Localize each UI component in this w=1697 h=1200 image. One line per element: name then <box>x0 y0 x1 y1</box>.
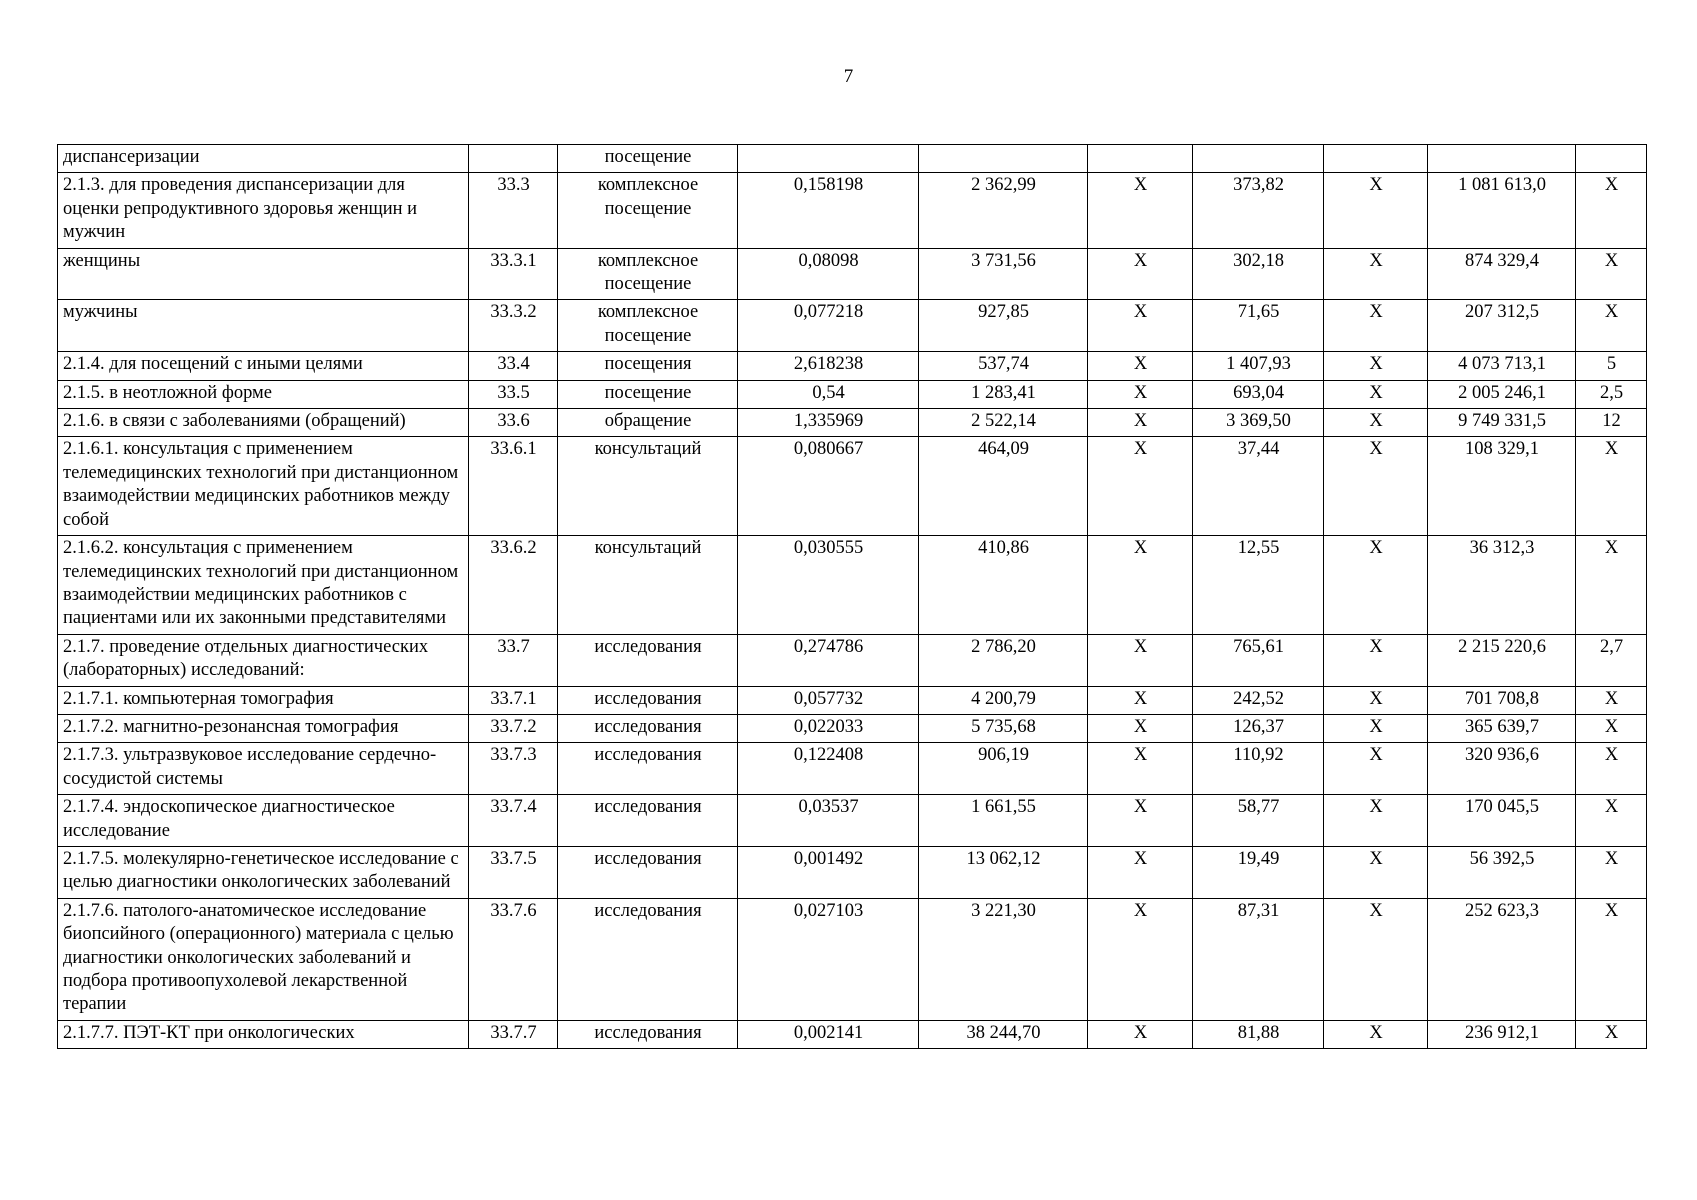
row-value-cell: 0,077218 <box>738 300 919 352</box>
row-value-cell: X <box>1324 795 1428 847</box>
row-value-cell: 110,92 <box>1193 743 1324 795</box>
table-row <box>58 686 1647 714</box>
row-unit-cell: исследования <box>558 686 738 714</box>
row-value-cell: X <box>1324 409 1428 437</box>
row-value-cell: 242,52 <box>1193 686 1324 714</box>
row-value-cell: 0,54 <box>738 380 919 408</box>
row-value-cell: 765,61 <box>1193 634 1324 686</box>
row-value-cell: X <box>1088 795 1193 847</box>
row-value-cell: 0,080667 <box>738 437 919 536</box>
row-value-cell: 81,88 <box>1193 1020 1324 1048</box>
row-value-cell: 2,7 <box>1576 634 1647 686</box>
row-name-cell: женщины <box>58 248 469 300</box>
row-value-cell: 302,18 <box>1193 248 1324 300</box>
row-value-cell: X <box>1324 686 1428 714</box>
row-value-cell: 126,37 <box>1193 714 1324 742</box>
row-value-cell: X <box>1576 437 1647 536</box>
row-value-cell: X <box>1324 437 1428 536</box>
row-unit-cell: исследования <box>558 1020 738 1048</box>
table-row <box>58 173 1647 248</box>
row-name-cell: 2.1.7.5. молекулярно-генетическое исследование с целью диагностики онкологических заболеваний <box>58 846 469 898</box>
row-value-cell: 0,03537 <box>738 795 919 847</box>
row-value-cell: 1 407,93 <box>1193 352 1324 380</box>
row-value-cell: 0,158198 <box>738 173 919 248</box>
row-value-cell: X <box>1576 714 1647 742</box>
row-code-cell: 33.5 <box>469 380 558 408</box>
row-value-cell: 13 062,12 <box>919 846 1088 898</box>
row-name-cell: 2.1.4. для посещений с иными целями <box>58 352 469 380</box>
row-value-cell: X <box>1576 536 1647 635</box>
row-value-cell: 9 749 331,5 <box>1428 409 1576 437</box>
row-value-cell: 3 369,50 <box>1193 409 1324 437</box>
table-row <box>58 536 1647 635</box>
row-value-cell: 0,002141 <box>738 1020 919 1048</box>
row-value-cell: 2 005 246,1 <box>1428 380 1576 408</box>
table-row <box>58 898 1647 1020</box>
table-row <box>58 437 1647 536</box>
table-row <box>58 300 1647 352</box>
row-value-cell: X <box>1324 634 1428 686</box>
row-value-cell: X <box>1324 846 1428 898</box>
row-value-cell: X <box>1088 634 1193 686</box>
row-value-cell: 874 329,4 <box>1428 248 1576 300</box>
row-value-cell: 12,55 <box>1193 536 1324 635</box>
row-value-cell: X <box>1576 846 1647 898</box>
row-code-cell: 33.6.2 <box>469 536 558 635</box>
row-value-cell: 5 735,68 <box>919 714 1088 742</box>
row-value-cell <box>1193 145 1324 173</box>
row-value-cell: 410,86 <box>919 536 1088 635</box>
data-table <box>57 144 1647 1049</box>
row-value-cell: X <box>1088 686 1193 714</box>
row-value-cell: X <box>1576 898 1647 1020</box>
table-row <box>58 352 1647 380</box>
row-value-cell: 1 661,55 <box>919 795 1088 847</box>
row-value-cell: 927,85 <box>919 300 1088 352</box>
row-value-cell: X <box>1324 173 1428 248</box>
row-value-cell: X <box>1088 409 1193 437</box>
row-unit-cell: посещение <box>558 145 738 173</box>
row-unit-cell: комплексное посещение <box>558 173 738 248</box>
row-value-cell: 4 073 713,1 <box>1428 352 1576 380</box>
row-value-cell: X <box>1088 300 1193 352</box>
row-value-cell: X <box>1088 714 1193 742</box>
row-name-cell: 2.1.3. для проведения диспансеризации для оценки репродуктивного здоровья женщин и мужчин <box>58 173 469 248</box>
table-body <box>58 145 1647 1049</box>
row-value-cell: X <box>1324 248 1428 300</box>
row-value-cell: 71,65 <box>1193 300 1324 352</box>
row-value-cell: 5 <box>1576 352 1647 380</box>
table-row <box>58 380 1647 408</box>
row-code-cell: 33.3 <box>469 173 558 248</box>
table-row <box>58 795 1647 847</box>
table-row <box>58 145 1647 173</box>
row-value-cell: 0,057732 <box>738 686 919 714</box>
row-name-cell: 2.1.7.6. патолого-анатомическое исследование биопсийного (операционного) материала с целью диагностики онкологических заболеваний и подбора противоопухолевой лекарственной терапии <box>58 898 469 1020</box>
row-unit-cell: исследования <box>558 846 738 898</box>
row-value-cell: X <box>1324 898 1428 1020</box>
row-value-cell: 1,335969 <box>738 409 919 437</box>
row-value-cell: 0,022033 <box>738 714 919 742</box>
row-value-cell: 2 215 220,6 <box>1428 634 1576 686</box>
row-value-cell: 0,122408 <box>738 743 919 795</box>
row-value-cell <box>1428 145 1576 173</box>
row-name-cell: 2.1.7.3. ультразвуковое исследование сердечно-сосудистой системы <box>58 743 469 795</box>
row-name-cell: диспансеризации <box>58 145 469 173</box>
row-unit-cell: комплексное посещение <box>558 300 738 352</box>
row-value-cell: X <box>1088 248 1193 300</box>
row-name-cell: 2.1.7.7. ПЭТ-КТ при онкологических <box>58 1020 469 1048</box>
row-code-cell <box>469 145 558 173</box>
row-code-cell: 33.7.6 <box>469 898 558 1020</box>
row-unit-cell: обращение <box>558 409 738 437</box>
row-value-cell: X <box>1576 173 1647 248</box>
row-value-cell: 0,08098 <box>738 248 919 300</box>
row-code-cell: 33.3.2 <box>469 300 558 352</box>
row-value-cell <box>1576 145 1647 173</box>
row-value-cell: 12 <box>1576 409 1647 437</box>
row-value-cell <box>738 145 919 173</box>
row-value-cell: 1 283,41 <box>919 380 1088 408</box>
table-row <box>58 743 1647 795</box>
row-value-cell: X <box>1576 248 1647 300</box>
row-value-cell: 1 081 613,0 <box>1428 173 1576 248</box>
row-unit-cell: исследования <box>558 898 738 1020</box>
row-unit-cell: исследования <box>558 743 738 795</box>
row-value-cell: 56 392,5 <box>1428 846 1576 898</box>
row-value-cell: X <box>1324 300 1428 352</box>
row-value-cell: 0,027103 <box>738 898 919 1020</box>
row-value-cell: X <box>1088 173 1193 248</box>
row-value-cell: X <box>1088 743 1193 795</box>
row-value-cell: X <box>1576 795 1647 847</box>
row-name-cell: 2.1.7.1. компьютерная томография <box>58 686 469 714</box>
row-value-cell: 38 244,70 <box>919 1020 1088 1048</box>
row-value-cell: 0,001492 <box>738 846 919 898</box>
row-code-cell: 33.4 <box>469 352 558 380</box>
row-value-cell: X <box>1324 536 1428 635</box>
row-value-cell: X <box>1576 300 1647 352</box>
row-value-cell: 19,49 <box>1193 846 1324 898</box>
row-code-cell: 33.6 <box>469 409 558 437</box>
row-value-cell <box>919 145 1088 173</box>
row-value-cell: 0,274786 <box>738 634 919 686</box>
row-value-cell: 2,618238 <box>738 352 919 380</box>
row-value-cell: 0,030555 <box>738 536 919 635</box>
row-unit-cell: исследования <box>558 795 738 847</box>
row-value-cell: X <box>1088 380 1193 408</box>
row-code-cell: 33.7.3 <box>469 743 558 795</box>
row-code-cell: 33.7.1 <box>469 686 558 714</box>
row-value-cell: 207 312,5 <box>1428 300 1576 352</box>
row-value-cell: X <box>1324 714 1428 742</box>
row-code-cell: 33.3.1 <box>469 248 558 300</box>
row-code-cell: 33.7.5 <box>469 846 558 898</box>
row-unit-cell: консультаций <box>558 536 738 635</box>
row-value-cell: X <box>1324 743 1428 795</box>
row-code-cell: 33.7.7 <box>469 1020 558 1048</box>
row-value-cell <box>1088 145 1193 173</box>
row-name-cell: мужчины <box>58 300 469 352</box>
row-value-cell: X <box>1576 743 1647 795</box>
row-unit-cell: исследования <box>558 634 738 686</box>
row-value-cell: X <box>1088 437 1193 536</box>
page-number: 7 <box>843 66 854 87</box>
row-value-cell <box>1324 145 1428 173</box>
table-row <box>58 409 1647 437</box>
row-value-cell: X <box>1324 380 1428 408</box>
row-code-cell: 33.7.4 <box>469 795 558 847</box>
table-row <box>58 634 1647 686</box>
row-code-cell: 33.7.2 <box>469 714 558 742</box>
row-value-cell: X <box>1324 1020 1428 1048</box>
row-value-cell: 3 731,56 <box>919 248 1088 300</box>
row-name-cell: 2.1.7. проведение отдельных диагностических (лабораторных) исследований: <box>58 634 469 686</box>
row-value-cell: X <box>1088 536 1193 635</box>
row-unit-cell: посещения <box>558 352 738 380</box>
table-row <box>58 1020 1647 1048</box>
row-value-cell: 464,09 <box>919 437 1088 536</box>
row-value-cell: 537,74 <box>919 352 1088 380</box>
table-row <box>58 248 1647 300</box>
table-row <box>58 714 1647 742</box>
row-unit-cell: исследования <box>558 714 738 742</box>
row-value-cell: 4 200,79 <box>919 686 1088 714</box>
row-value-cell: X <box>1576 1020 1647 1048</box>
row-value-cell: 2,5 <box>1576 380 1647 408</box>
row-value-cell: X <box>1088 1020 1193 1048</box>
row-unit-cell: комплексное посещение <box>558 248 738 300</box>
row-value-cell: 87,31 <box>1193 898 1324 1020</box>
table-row <box>58 846 1647 898</box>
row-unit-cell: посещение <box>558 380 738 408</box>
row-value-cell: 365 639,7 <box>1428 714 1576 742</box>
row-value-cell: X <box>1088 898 1193 1020</box>
row-name-cell: 2.1.5. в неотложной форме <box>58 380 469 408</box>
row-value-cell: 2 362,99 <box>919 173 1088 248</box>
row-name-cell: 2.1.6.1. консультация с применением телемедицинских технологий при дистанционном взаимодействии медицинских работников между собой <box>58 437 469 536</box>
row-value-cell: 170 045,5 <box>1428 795 1576 847</box>
row-name-cell: 2.1.7.4. эндоскопическое диагностическое исследование <box>58 795 469 847</box>
row-code-cell: 33.6.1 <box>469 437 558 536</box>
row-value-cell: 320 936,6 <box>1428 743 1576 795</box>
row-name-cell: 2.1.7.2. магнитно-резонансная томография <box>58 714 469 742</box>
row-value-cell: 701 708,8 <box>1428 686 1576 714</box>
row-value-cell: 3 221,30 <box>919 898 1088 1020</box>
row-value-cell: 37,44 <box>1193 437 1324 536</box>
row-value-cell: 373,82 <box>1193 173 1324 248</box>
row-value-cell: X <box>1324 352 1428 380</box>
row-value-cell: 252 623,3 <box>1428 898 1576 1020</box>
row-value-cell: 108 329,1 <box>1428 437 1576 536</box>
row-value-cell: 906,19 <box>919 743 1088 795</box>
row-name-cell: 2.1.6.2. консультация с применением телемедицинских технологий при дистанционном взаимодействии медицинских работников с пациентами или их законными представителями <box>58 536 469 635</box>
row-value-cell: 36 312,3 <box>1428 536 1576 635</box>
row-value-cell: X <box>1088 352 1193 380</box>
row-unit-cell: консультаций <box>558 437 738 536</box>
row-value-cell: X <box>1088 846 1193 898</box>
row-value-cell: 693,04 <box>1193 380 1324 408</box>
row-value-cell: 236 912,1 <box>1428 1020 1576 1048</box>
row-value-cell: 2 522,14 <box>919 409 1088 437</box>
row-name-cell: 2.1.6. в связи с заболеваниями (обращений) <box>58 409 469 437</box>
row-value-cell: X <box>1576 686 1647 714</box>
row-code-cell: 33.7 <box>469 634 558 686</box>
row-value-cell: 58,77 <box>1193 795 1324 847</box>
row-value-cell: 2 786,20 <box>919 634 1088 686</box>
